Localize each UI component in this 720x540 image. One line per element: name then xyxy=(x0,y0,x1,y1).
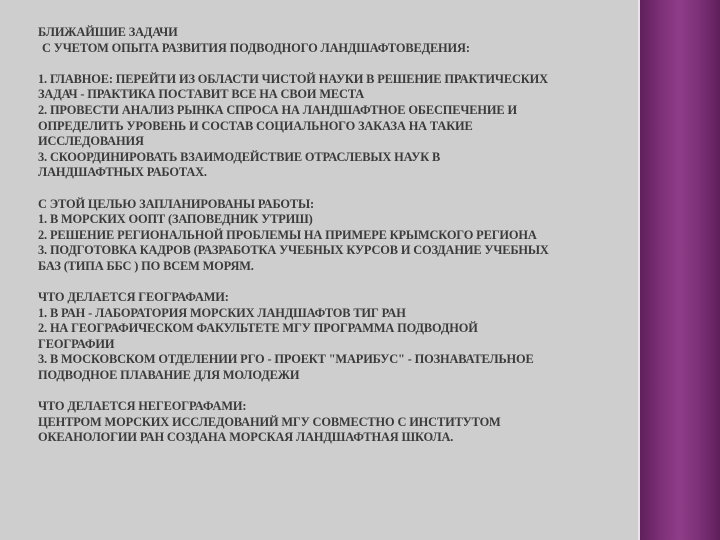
slide-text xyxy=(38,25,628,446)
planned-section xyxy=(38,197,628,275)
geographers-line: 3. В МОСКОВСКОМ ОТДЕЛЕНИИ РГО - ПРОЕКТ "МАРИБУС" - ПОЗНАВАТЕЛЬНОЕ xyxy=(38,352,534,367)
spacer xyxy=(38,384,628,400)
task-line: 1. ГЛАВНОЕ: ПЕРЕЙТИ ИЗ ОБЛАСТИ ЧИСТОЙ НАУКИ В РЕШЕНИЕ ПРАКТИЧЕСКИХ xyxy=(38,71,548,86)
geographers-line: 1. В РАН - ЛАБОРАТОРИЯ МОРСКИХ ЛАНДШАФТОВ ТИГ РАН xyxy=(38,305,406,320)
planned-line: 1. В МОРСКИХ ООПТ (ЗАПОВЕДНИК УТРИШ) xyxy=(38,212,313,227)
non-geographers-section xyxy=(38,399,628,446)
non-geographers-line: ЦЕНТРОМ МОРСКИХ ИССЛЕДОВАНИЙ МГУ СОВМЕСТНО С ИНСТИТУТОМ xyxy=(38,414,501,429)
spacer xyxy=(38,181,628,197)
task-line: ЛАНДШАФТНЫХ РАБОТАХ. xyxy=(38,165,207,180)
geographers-heading: ЧТО ДЕЛАЕТСЯ ГЕОГРАФАМИ: xyxy=(38,290,229,305)
planned-line: БАЗ (ТИПА ББС ) ПО ВСЕМ МОРЯМ. xyxy=(38,258,254,273)
task-line: ЗАДАЧ - ПРАКТИКА ПОСТАВИТ ВСЕ НА СВОИ МЕСТА xyxy=(38,87,365,102)
geographers-section xyxy=(38,290,628,384)
slide-heading: БЛИЖАЙШИЕ ЗАДАЧИ xyxy=(38,25,178,39)
non-geographers-line: ОКЕАНОЛОГИИ РАН СОЗДАНА МОРСКАЯ ЛАНДШАФТНАЯ ШКОЛА. xyxy=(38,430,454,445)
slide-subheading: С УЧЕТОМ ОПЫТА РАЗВИТИЯ ПОДВОДНОГО ЛАНДШАФТОВЕДЕНИЯ: xyxy=(42,40,470,55)
heading-section xyxy=(38,25,628,56)
task-line: ИССЛЕДОВАНИЯ xyxy=(38,134,144,149)
spacer xyxy=(38,275,628,291)
geographers-line: 2. НА ГЕОГРАФИЧЕСКОМ ФАКУЛЬТЕТЕ МГУ ПРОГРАММА ПОДВОДНОЙ xyxy=(38,321,478,336)
tasks-list xyxy=(38,72,628,181)
planned-heading: С ЭТОЙ ЦЕЛЬЮ ЗАПЛАНИРОВАНЫ РАБОТЫ: xyxy=(38,196,315,211)
task-line: 2. ПРОВЕСТИ АНАЛИЗ РЫНКА СПРОСА НА ЛАНДШАФТНОЕ ОБЕСПЕЧЕНИЕ И xyxy=(38,102,517,117)
side-band-divider xyxy=(638,0,640,540)
geographers-line: ПОДВОДНОЕ ПЛАВАНИЕ ДЛЯ МОЛОДЕЖИ xyxy=(38,368,300,383)
planned-line: 3. ПОДГОТОВКА КАДРОВ (РАЗРАБОТКА УЧЕБНЫХ КУРСОВ И СОЗДАНИЕ УЧЕБНЫХ xyxy=(38,243,549,258)
task-line: ОПРЕДЕЛИТЬ УРОВЕНЬ И СОСТАВ СОЦИАЛЬНОГО ЗАКАЗА НА ТАКИЕ xyxy=(38,118,473,133)
task-line: 3. СКООРДИНИРОВАТЬ ВЗАИМОДЕЙСТВИЕ ОТРАСЛЕВЫХ НАУК В xyxy=(38,149,441,164)
non-geographers-heading: ЧТО ДЕЛАЕТСЯ НЕГЕОГРАФАМИ: xyxy=(38,399,247,414)
planned-line: 2. РЕШЕНИЕ РЕГИОНАЛЬНОЙ ПРОБЛЕМЫ НА ПРИМЕРЕ КРЫМСКОГО РЕГИОНА xyxy=(38,227,537,242)
spacer xyxy=(38,56,628,72)
geographers-line: ГЕОГРАФИИ xyxy=(38,336,115,351)
decorative-side-band xyxy=(638,0,720,540)
